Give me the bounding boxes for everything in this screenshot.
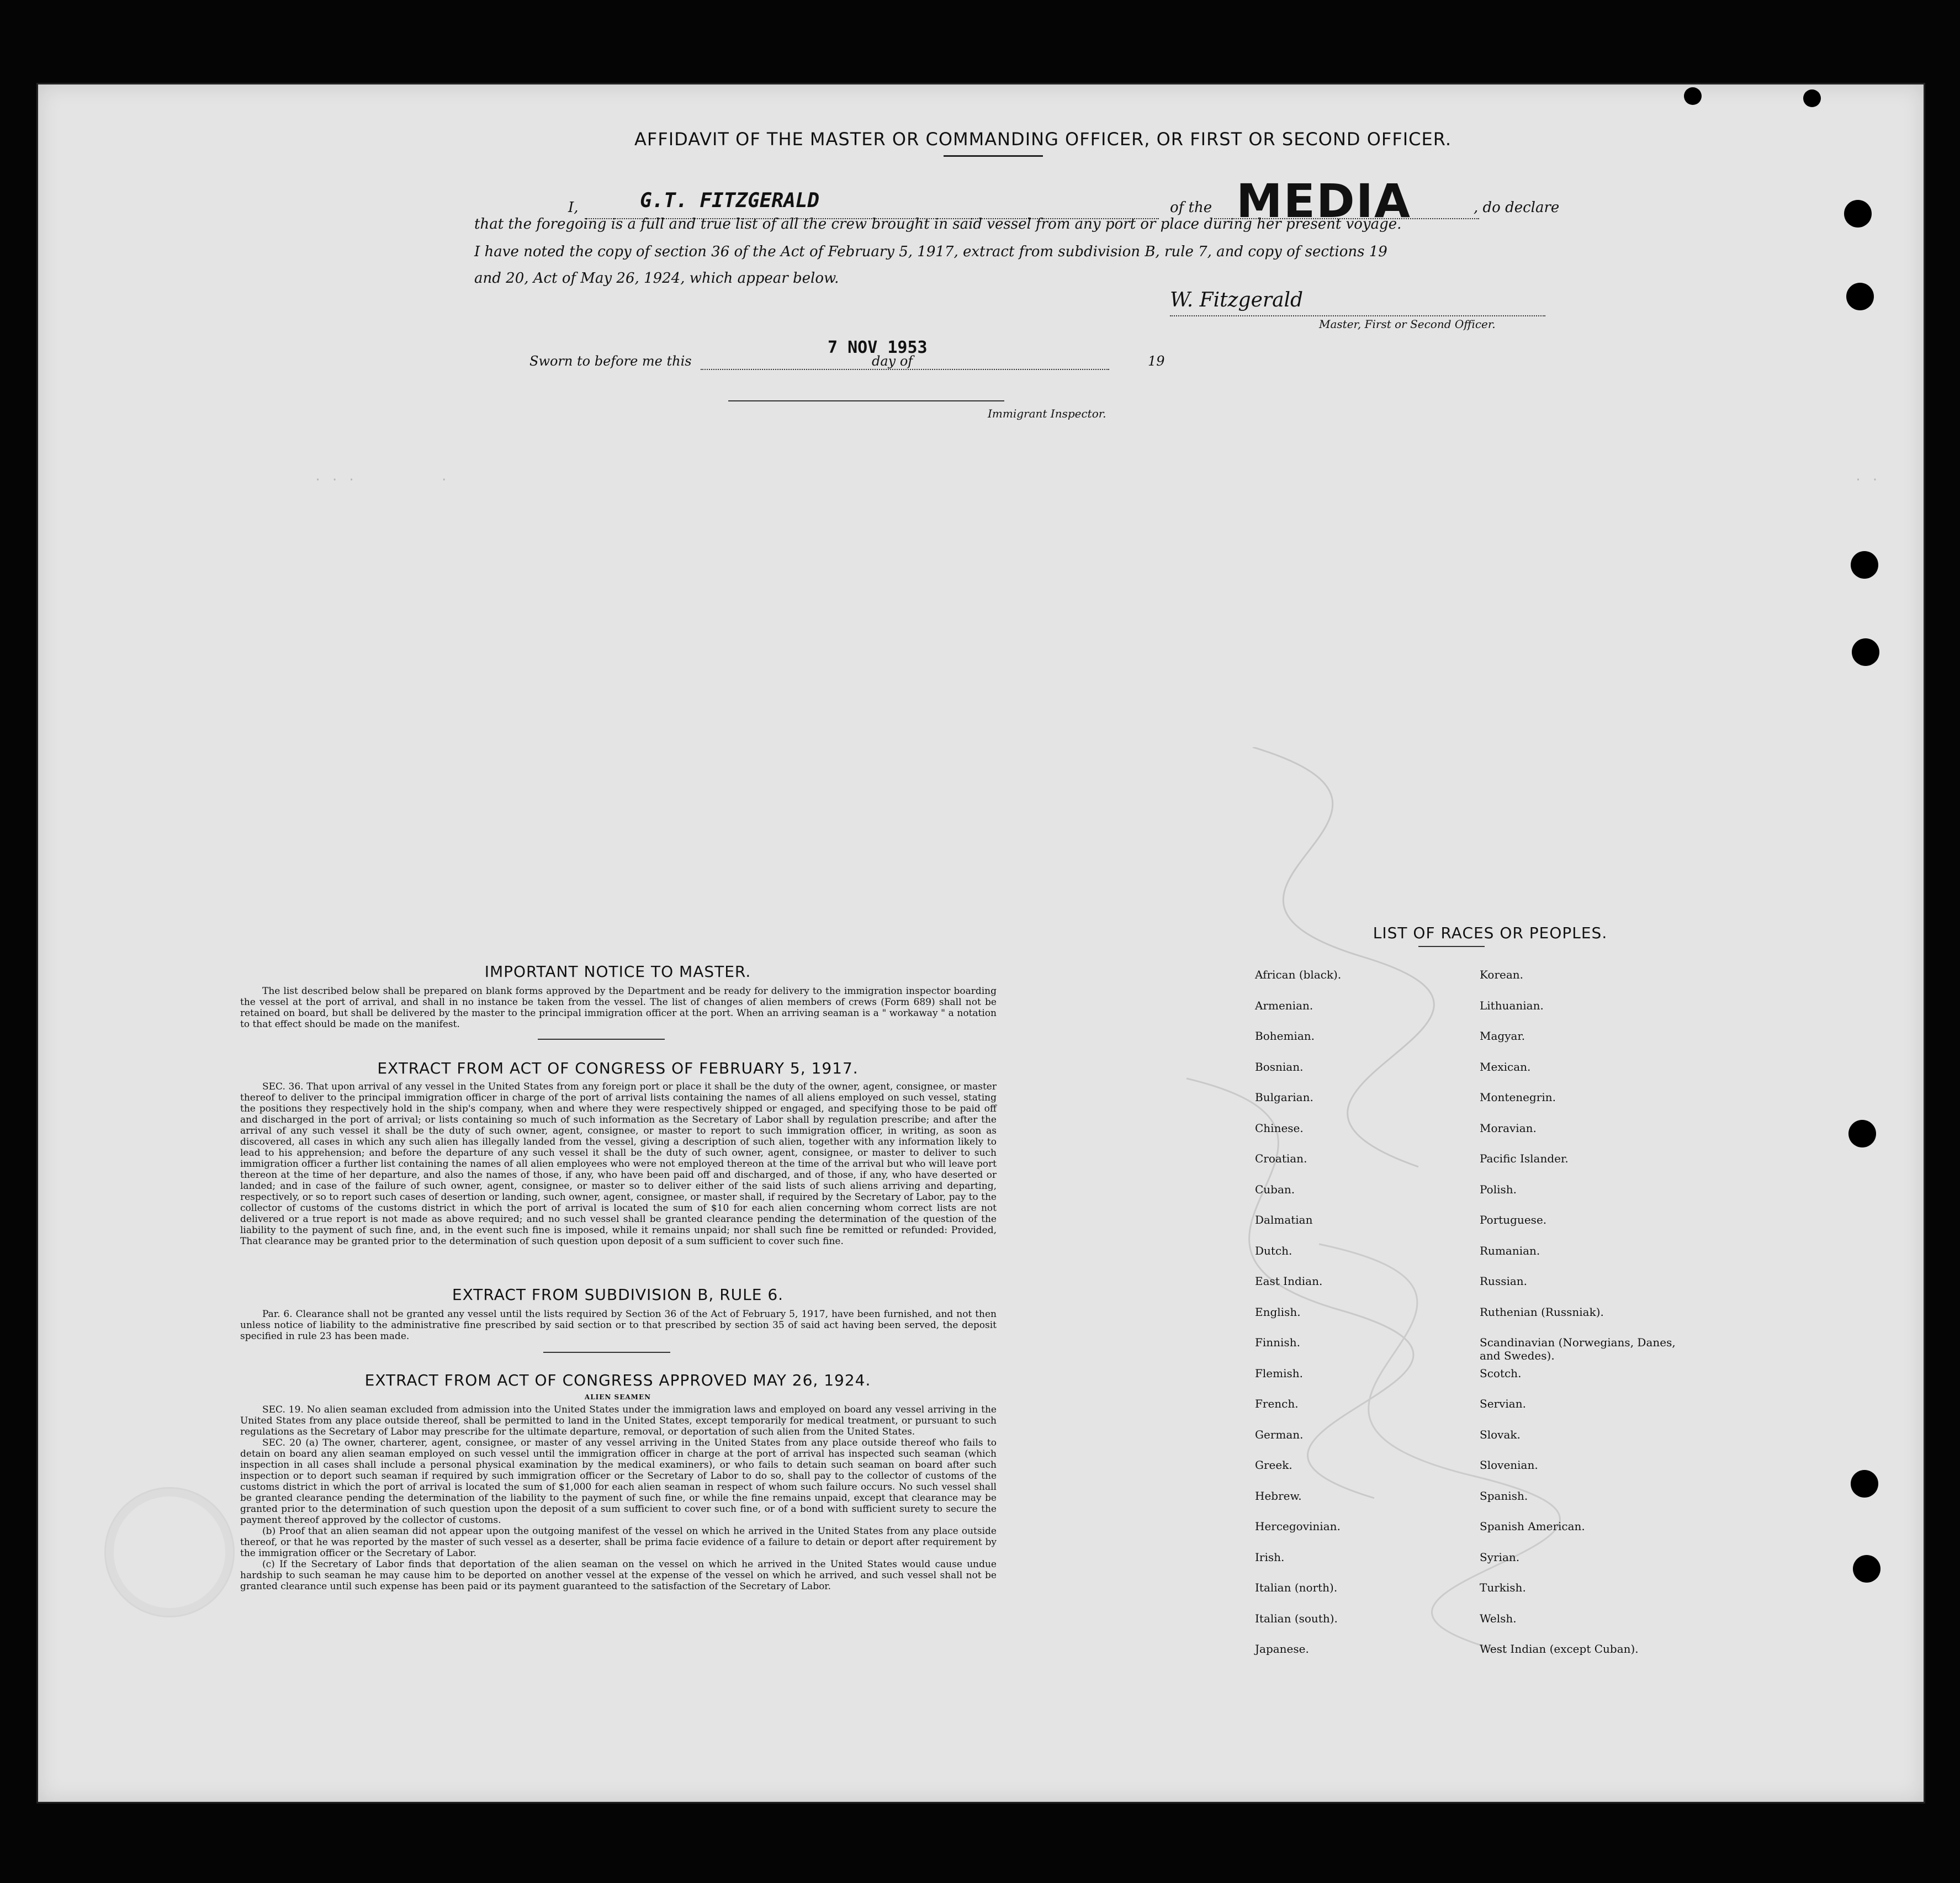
- binder-hole: [1851, 551, 1878, 579]
- extract-rule6-title: EXTRACT FROM SUBDIVISION B, RULE 6.: [452, 1286, 784, 1304]
- signer-name-handwritten: G.T. FITZGERALD: [640, 189, 820, 212]
- vessel-name: MEDIA: [1236, 174, 1411, 228]
- race-item: Flemish.: [1255, 1366, 1303, 1380]
- race-item: Servian.: [1480, 1397, 1526, 1410]
- race-item: Spanish.: [1480, 1489, 1528, 1503]
- declaration-line-3: I have noted the copy of section 36 of the Act of February 5, 1917, extract from subdivision B, rule 7, and copy of sections 19: [474, 244, 1387, 260]
- race-item: Polish.: [1480, 1182, 1517, 1196]
- race-item: French.: [1255, 1397, 1299, 1410]
- sec-20c-text: (c) If the Secretary of Labor finds that deportation of the alien seaman on the vessel on which he arrived in the United States would cause undue hardship to such seaman he may cause him to be deported on another vessel at the expense of the vessel on which he arrived, and such vessel shall not be granted clearance until such expense has been paid or its payment guaranteed to the satisfaction of the Secretary of Labor.: [240, 1559, 997, 1592]
- race-item: German.: [1255, 1427, 1304, 1441]
- race-item: Pacific Islander.: [1480, 1152, 1569, 1165]
- extract-1924-body: [240, 1404, 997, 1592]
- date-stamp: 7 NOV 1953: [828, 338, 928, 357]
- extract-1917-text: SEC. 36. That upon arrival of any vessel in the United States from any foreign port or place it shall be the duty of the owner, agent, consignee, or master thereof to deliver to the principal immigration officer in charge of the port of arrival lists containing the names of all aliens employed on such vessel, stating the positions they respectively hold in the ship's company, when and where they were respectively shipped or engaged, and specifying those to be paid off and discharged in the port of arrival; or lists containing so much of such information as the Secretary of Labor shall by regulation prescribe; and after the arrival of any such vessel it shall be the duty of such owner, agent, consignee, or master to report to such immigration officer, in writing, as soon as discovered, all cases in which any such alien has illegally landed from the vessel, giving a description of such alien, together with any information likely to lead to his apprehension; and before the departure of any such vessel it shall be the duty of such owner, agent, consignee, or master to deliver to such immigration officer a further list containing the names of all alien employees who were not employed thereon at the time of the arrival but who will leave port thereon at the time of her departure, and also the names of those, if any, who have been paid off and discharged, and of those, if any, who have deserted or landed; and in case of the failure of such owner, agent, consignee, or master so to deliver either of the said lists of such aliens arriving and departing, respectively, or so to report such cases of desertion or landing, such owner, agent, consignee, or master shall, if required by the Secretary of Labor, pay to the collector of customs of the customs district in which the port of arrival is located the sum of $10 for each alien concerning whom correct lists are not delivered or a true report is not made as above required; and no such vessel shall be granted clearance pending the determination of the question of the liability to the payment of such fine, and, in the event such fine is imposed, while it remains unpaid; nor shall such fine be remitted or refunded: Provided, That clearance may be granted prior to the determination of such question upon deposit of a sum sufficient to cover such fine.: [240, 1081, 997, 1247]
- race-item: Bulgarian.: [1255, 1091, 1313, 1104]
- binder-hole: [1852, 638, 1879, 666]
- race-item: Hebrew.: [1255, 1489, 1302, 1503]
- races-title: LIST OF RACES OR PEOPLES.: [1373, 924, 1608, 942]
- race-item: Croatian.: [1255, 1152, 1307, 1165]
- binder-hole: [1844, 200, 1872, 228]
- race-item: Moravian.: [1480, 1121, 1537, 1135]
- race-item: Bohemian.: [1255, 1029, 1315, 1043]
- races-column-1: [1255, 968, 1465, 1673]
- race-item: Bosnian.: [1255, 1060, 1304, 1073]
- sec-20a-text: SEC. 20 (a) The owner, charterer, agent, consignee, or master of any vessel arriving in the United States from any place outside thereof who fails to detain on board any alien seaman employed on such vessel until the immigration officer in charge at the port of arrival has inspected such seaman (which inspection in all cases shall include a personal physical examination by the medical examiners), or who fails to detain such seaman on board after such inspection or to deport such seaman if required by such immigration officer or the Secretary of Labor to do so, shall pay to the collector of customs of the customs district in which the port of arrival is located the sum of $1,000 for each alien seaman in respect of whom such failure occurs. No such vessel shall be granted clearance pending the determination of the liability to the payment of such fine, or while the fine remains unpaid, except that clearance may be granted prior to the determination of such question upon the deposit of a sum sufficient to cover such fine, or of a bond with sufficient surety to secure the payment thereof approved by the collector of customs.: [240, 1437, 997, 1526]
- extract-1924-subtitle: ALIEN SEAMEN: [584, 1393, 651, 1401]
- race-item: Rumanian.: [1480, 1244, 1540, 1257]
- bleed-through-text: · · · · · ·: [314, 473, 1880, 487]
- race-item: Welsh.: [1480, 1611, 1517, 1625]
- of-the-label: of the: [1170, 199, 1212, 216]
- race-item: Montenegrin.: [1480, 1091, 1556, 1104]
- binder-hole: [1853, 1555, 1880, 1583]
- race-item: West Indian (except Cuban).: [1480, 1642, 1639, 1655]
- races-column-2: [1480, 968, 1678, 1673]
- sworn-line: [529, 338, 1192, 374]
- race-item: Cuban.: [1255, 1182, 1295, 1196]
- race-item: Irish.: [1255, 1550, 1285, 1564]
- signature-caption: Master, First or Second Officer.: [1319, 318, 1496, 331]
- binder-hole: [1851, 1470, 1878, 1498]
- inspector-signature-line: [728, 400, 1004, 401]
- declaration-line-2: that the foregoing is a full and true list of all the crew brought in said vessel from any port or place during her present voyage.: [474, 216, 1402, 232]
- race-item: Lithuanian.: [1480, 998, 1544, 1012]
- race-item: Scandinavian (Norwegians, Danes, and Swedes).: [1480, 1336, 1676, 1362]
- race-item: Dutch.: [1255, 1244, 1292, 1257]
- race-item: Mexican.: [1480, 1060, 1531, 1073]
- affidavit-title: AFFIDAVIT OF THE MASTER OR COMMANDING OFFICER, OR FIRST OR SECOND OFFICER.: [634, 129, 1452, 150]
- divider-1: [538, 1039, 665, 1040]
- race-item: English.: [1255, 1305, 1301, 1319]
- race-item: Ruthenian (Russniak).: [1480, 1305, 1604, 1319]
- race-item: Italian (north).: [1255, 1581, 1338, 1594]
- race-item: Greek.: [1255, 1458, 1292, 1472]
- races-title-underline: [1418, 946, 1485, 947]
- race-item: Armenian.: [1255, 998, 1313, 1012]
- race-item: East Indian.: [1255, 1274, 1323, 1288]
- binder-hole: [1803, 89, 1821, 107]
- race-item: Russian.: [1480, 1274, 1528, 1288]
- master-signature: [1170, 289, 1556, 322]
- race-item: Slovenian.: [1480, 1458, 1538, 1472]
- sworn-label: Sworn to before me this: [529, 353, 692, 369]
- race-item: Italian (south).: [1255, 1611, 1338, 1625]
- race-item: Chinese.: [1255, 1121, 1304, 1135]
- important-notice-title: IMPORTANT NOTICE TO MASTER.: [484, 962, 751, 981]
- race-item: Scotch.: [1480, 1366, 1522, 1380]
- sec-19-text: SEC. 19. No alien seaman excluded from admission into the United States under the immigration laws and employed on board any vessel arriving in the United States from any place outside thereof, shall be permitted to land in the United States, except temporarily for medical treatment, or pursuant to such regulations as the Secretary of Labor may prescribe for the ultimate departure, removal, or deportation of such alien from the United States.: [240, 1404, 997, 1437]
- extract-1924-title: EXTRACT FROM ACT OF CONGRESS APPROVED MAY 26, 1924.: [364, 1371, 871, 1389]
- embossed-seal: [104, 1487, 235, 1617]
- race-item: Slovak.: [1480, 1427, 1521, 1441]
- race-item: Magyar.: [1480, 1029, 1525, 1043]
- race-item: African (black).: [1255, 968, 1342, 981]
- inspector-caption: Immigrant Inspector.: [988, 407, 1106, 420]
- binder-hole: [1846, 283, 1874, 310]
- sec-20b-text: (b) Proof that an alien seaman did not appear upon the outgoing manifest of the vessel on which he arrived in the United States from any place outside thereof, or that he was reported by the master of such vessel as a deserter, shall be prima facie evidence of a failure to detain or deport after requirement by the immigration officer or the Secretary of Labor.: [240, 1526, 997, 1559]
- race-item: Hercegovinian.: [1255, 1520, 1341, 1533]
- document-sheet: [36, 83, 1925, 1803]
- race-item: Japanese.: [1255, 1642, 1309, 1655]
- do-declare-label: , do declare: [1474, 199, 1560, 216]
- binder-hole: [1684, 87, 1702, 105]
- race-item: Spanish American.: [1480, 1520, 1585, 1533]
- i-label: I,: [568, 199, 579, 216]
- extract-1917-title: EXTRACT FROM ACT OF CONGRESS OF FEBRUARY 5, 1917.: [377, 1059, 859, 1077]
- race-item: Turkish.: [1480, 1581, 1526, 1594]
- divider-2: [543, 1352, 670, 1353]
- race-item: Portuguese.: [1480, 1213, 1547, 1226]
- day-of-label: day of: [872, 353, 913, 369]
- important-notice-text: The list described below shall be prepared on blank forms approved by the Department and be ready for delivery to the immigration inspector boarding the vessel at the port of arrival, and shall in no instance be taken from the vessel. The list of changes of alien members of crews (Form 689) shall not be retained on board, but shall be delivered by the master to the principal immigration officer at the port. When an arriving seaman is a " workaway " a notation to that effect should be made on the manifest.: [240, 986, 997, 1030]
- affidavit-title-underline: [944, 155, 1043, 157]
- race-item: Dalmatian: [1255, 1213, 1313, 1226]
- race-item: Syrian.: [1480, 1550, 1520, 1564]
- year-prefix: 19: [1148, 353, 1165, 369]
- race-item: Finnish.: [1255, 1336, 1300, 1349]
- extract-rule6-text: Par. 6. Clearance shall not be granted any vessel until the lists required by Section 36 of the Act of February 5, 1917, have been furnished, and not then unless notice of liability to the administrative fine prescribed by said section or to that prescribed by section 35 of said act having been served, the deposit specified in rule 23 has been made.: [240, 1309, 997, 1342]
- race-item: Korean.: [1480, 968, 1524, 981]
- signature-handwriting: W. Fitzgerald: [1170, 289, 1304, 311]
- binder-hole: [1848, 1120, 1876, 1147]
- declaration-line-4: and 20, Act of May 26, 1924, which appear below.: [474, 270, 839, 287]
